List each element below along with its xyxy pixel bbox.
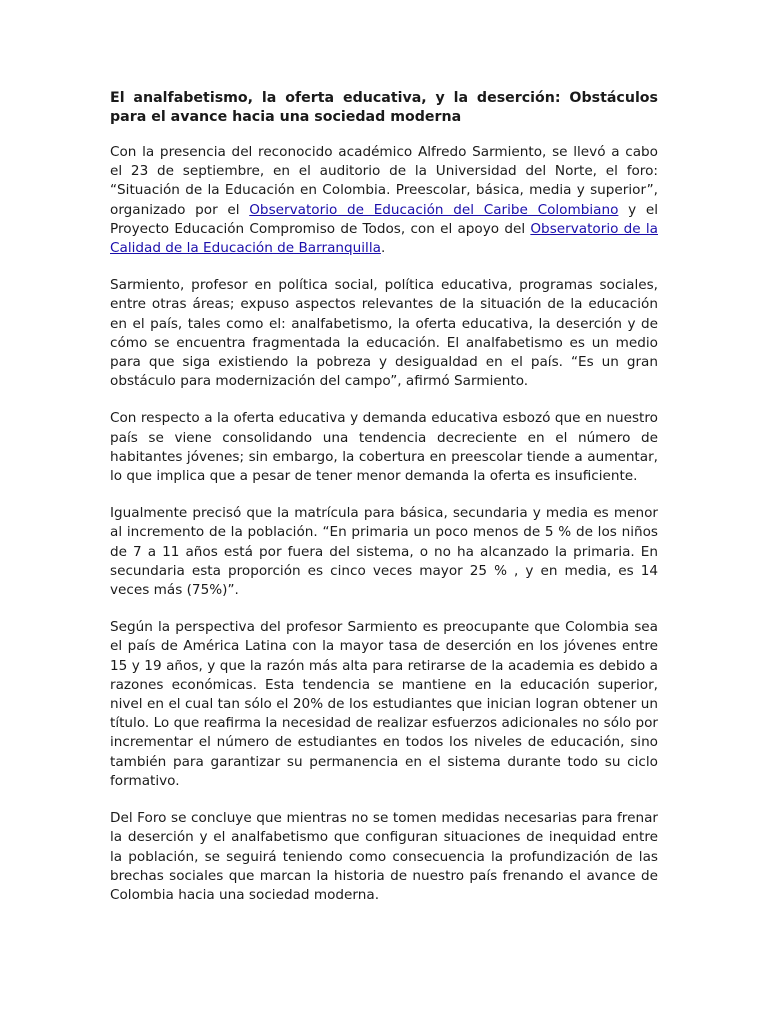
article-title: El analfabetismo, la oferta educativa, y la deserción: Obstáculos para el avance hacia una sociedad moderna [110, 90, 658, 125]
paragraph-matricula: Igualmente precisó que la matrícula para básica, secundaria y media es menor al incremento de la población. “En primaria un poco menos de 5 % de los niños de 7 a 11 años está por fuera del sistema, o no ha alcanzado la primaria. En secundaria esta proporción es cinco veces mayor 25 % , y en media, es 14 veces más (75%)”. [110, 505, 658, 599]
paragraph-oferta-educativa: Con respecto a la oferta educativa y demanda educativa esbozó que en nuestro país se viene consolidando una tendencia decreciente en el número de habitantes jóvenes; sin embargo, la cobertura en preescolar tiende a aumentar, lo que implica que a pesar de tener menor demanda la oferta es insuficiente. [110, 410, 658, 485]
intro-text-1: Con la presencia del reconocido académico Alfredo Sarmiento, se llevó a cabo el 23 de septiembre, en el auditorio de la Universidad del Norte, el foro: “Situación de la Educación en Colombia. Preescolar, básica, media y superior”, organizado por el [110, 144, 658, 218]
intro-text-3: . [380, 240, 386, 257]
intro-paragraph [110, 143, 658, 258]
paragraph-desercion: Según la perspectiva del profesor Sarmiento es preocupante que Colombia sea el país de América Latina con la mayor tasa de deserción en los jóvenes entre 15 y 19 años, y que la razón más alta para retirarse de la academia es debido a razones económicas. Esta tendencia se mantiene en la educación superior, nivel en el cual tan sólo el 20% de los estudiantes que inician logran obtener un título. Lo que reafirma la necesidad de realizar esfuerzos adicionales no sólo por incrementar el número de estudiantes en todos los niveles de educación, sino también para garantizar su permanencia en el sistema durante todo su ciclo formativo. [110, 619, 658, 789]
observatorio-caribe-link[interactable]: Observatorio de Educación del Caribe Colombiano [249, 201, 619, 218]
observatorio-calidad-link[interactable]: Observatorio de la Calidad de la Educación de Barranquilla [110, 220, 658, 257]
paragraph-sarmiento-profile: Sarmiento, profesor en política social, política educativa, programas sociales, entre otras áreas; expuso aspectos relevantes de la situación de la educación en el país, tales como el: analfabetismo, la oferta educativa, la deserción y de cómo se encuentra fragmentada la educación. El analfabetismo es un medio para que siga existiendo la pobreza y desigualdad en el país. “Es un gran obstáculo para modernización del campo”, afirmó Sarmiento. [110, 277, 658, 390]
paragraph-conclusion: Del Foro se concluye que mientras no se tomen medidas necesarias para frenar la deserción y el analfabetismo que configuran situaciones de inequidad entre la población, se seguirá teniendo como consecuencia la profundización de las brechas sociales que marcan la historia de nuestro país frenando el avance de Colombia hacia una sociedad moderna. [110, 810, 658, 903]
intro-text-2: y el Proyecto Educación Compromiso de Todos, con el apoyo del [110, 201, 659, 237]
